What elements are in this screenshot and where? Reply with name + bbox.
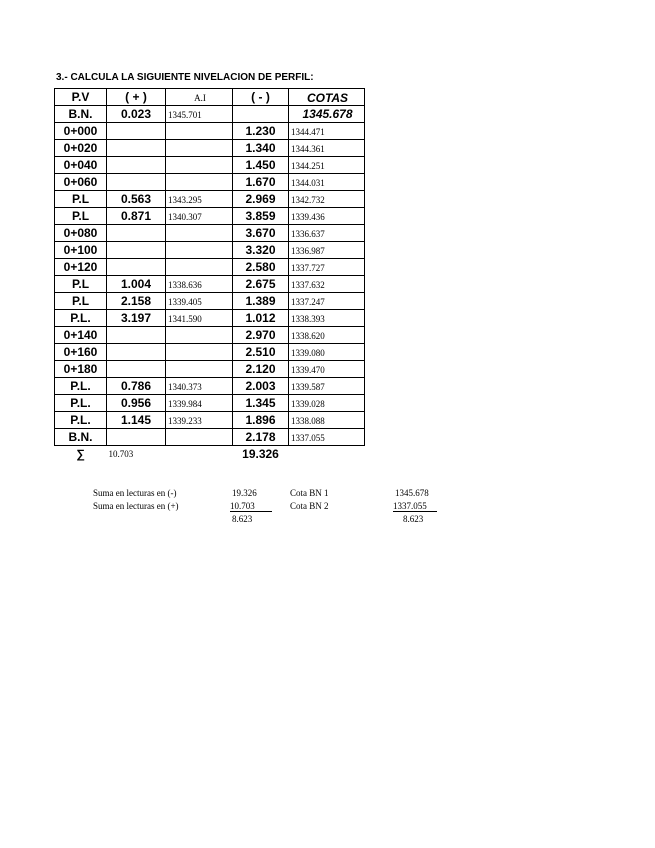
table-row bbox=[55, 327, 365, 344]
cell-plus bbox=[107, 361, 166, 378]
header-minus: ( - ) bbox=[233, 89, 289, 106]
sum-plus: 10.703 bbox=[108, 449, 134, 459]
sum-symbol: ∑ bbox=[76, 447, 85, 461]
cell-pv: P.L. bbox=[55, 378, 107, 395]
cell-cota: 1337.727 bbox=[289, 259, 365, 276]
cell-pv: P.L. bbox=[55, 395, 107, 412]
calc-plus-label: Suma en lecturas en (+) bbox=[93, 501, 179, 511]
cell-minus: 2.178 bbox=[233, 429, 289, 446]
calc-diff-bn: 8.623 bbox=[403, 514, 424, 524]
cell-ai: 1345.701 bbox=[166, 106, 233, 123]
cell-minus: 1.345 bbox=[233, 395, 289, 412]
table-row bbox=[55, 140, 365, 157]
calc-bn2-label: Cota BN 2 bbox=[290, 501, 329, 511]
cell-plus: 0.563 bbox=[107, 191, 166, 208]
sum-cota-empty bbox=[289, 446, 365, 463]
cell-minus: 1.670 bbox=[233, 174, 289, 191]
cell-pv: 0+060 bbox=[55, 174, 107, 191]
cell-ai bbox=[166, 361, 233, 378]
calc-bn2-value: 1337.055 bbox=[393, 501, 437, 512]
cell-minus: 3.320 bbox=[233, 242, 289, 259]
table-row bbox=[55, 157, 365, 174]
table-row bbox=[55, 395, 365, 412]
cell-plus bbox=[107, 327, 166, 344]
header-pv: P.V bbox=[55, 89, 107, 106]
cell-plus: 0.871 bbox=[107, 208, 166, 225]
table-row bbox=[55, 191, 365, 208]
cell-ai: 1339.984 bbox=[166, 395, 233, 412]
cell-cota: 1339.470 bbox=[289, 361, 365, 378]
cell-ai: 1340.307 bbox=[166, 208, 233, 225]
cell-pv: P.L. bbox=[55, 310, 107, 327]
table-row bbox=[55, 293, 365, 310]
sum-ai-empty bbox=[166, 446, 233, 463]
cell-ai: 1340.373 bbox=[166, 378, 233, 395]
calc-minus-value: 19.326 bbox=[232, 488, 257, 498]
cell-ai bbox=[166, 157, 233, 174]
header-cotas: COTAS bbox=[289, 89, 365, 106]
table-header-row bbox=[55, 89, 365, 106]
cell-pv: P.L bbox=[55, 191, 107, 208]
cell-plus bbox=[107, 259, 166, 276]
cell-plus: 0.786 bbox=[107, 378, 166, 395]
leveling-table bbox=[54, 88, 365, 462]
cell-ai: 1341.590 bbox=[166, 310, 233, 327]
cell-ai: 1338.636 bbox=[166, 276, 233, 293]
sum-minus: 19.326 bbox=[242, 447, 279, 461]
calc-minus-label: Suma en lecturas en (-) bbox=[93, 488, 177, 498]
table-row bbox=[55, 106, 365, 123]
table-row bbox=[55, 174, 365, 191]
table-row bbox=[55, 242, 365, 259]
cell-minus: 1.896 bbox=[233, 412, 289, 429]
cell-cota: 1337.247 bbox=[289, 293, 365, 310]
cell-ai bbox=[166, 344, 233, 361]
cell-cota: 1342.732 bbox=[289, 191, 365, 208]
table-row bbox=[55, 276, 365, 293]
table-row bbox=[55, 225, 365, 242]
cell-ai bbox=[166, 259, 233, 276]
cell-plus bbox=[107, 429, 166, 446]
cell-minus: 3.670 bbox=[233, 225, 289, 242]
cell-plus: 1.145 bbox=[107, 412, 166, 429]
cell-plus bbox=[107, 174, 166, 191]
cell-minus: 2.120 bbox=[233, 361, 289, 378]
cell-cota: 1337.632 bbox=[289, 276, 365, 293]
cell-ai bbox=[166, 123, 233, 140]
cell-pv: 0+100 bbox=[55, 242, 107, 259]
cell-minus: 1.340 bbox=[233, 140, 289, 157]
sum-row bbox=[55, 446, 365, 463]
cell-cota: 1338.620 bbox=[289, 327, 365, 344]
calc-diff-sum: 8.623 bbox=[232, 514, 253, 524]
cell-pv: 0+080 bbox=[55, 225, 107, 242]
calc-bn1-label: Cota BN 1 bbox=[290, 488, 329, 498]
cell-cota: 1336.987 bbox=[289, 242, 365, 259]
cell-cota: 1344.031 bbox=[289, 174, 365, 191]
table-row bbox=[55, 361, 365, 378]
cell-cota: 1344.251 bbox=[289, 157, 365, 174]
cell-cota: 1339.587 bbox=[289, 378, 365, 395]
calc-plus-value: 10.703 bbox=[230, 501, 272, 512]
cell-pv: 0+020 bbox=[55, 140, 107, 157]
cell-cota: 1338.393 bbox=[289, 310, 365, 327]
cell-plus bbox=[107, 344, 166, 361]
header-plus: ( + ) bbox=[107, 89, 166, 106]
cell-pv: P.L bbox=[55, 293, 107, 310]
cell-plus: 2.158 bbox=[107, 293, 166, 310]
header-ai: A.I bbox=[166, 89, 233, 106]
cell-ai bbox=[166, 140, 233, 157]
cell-cota: 1339.080 bbox=[289, 344, 365, 361]
cell-minus: 2.510 bbox=[233, 344, 289, 361]
cell-minus: 2.003 bbox=[233, 378, 289, 395]
cell-minus: 2.970 bbox=[233, 327, 289, 344]
cell-ai bbox=[166, 225, 233, 242]
cell-plus bbox=[107, 157, 166, 174]
cell-minus: 2.675 bbox=[233, 276, 289, 293]
cell-plus: 0.023 bbox=[107, 106, 166, 123]
cell-plus: 3.197 bbox=[107, 310, 166, 327]
table-row bbox=[55, 429, 365, 446]
table-row bbox=[55, 208, 365, 225]
table-row bbox=[55, 123, 365, 140]
cell-minus: 1.012 bbox=[233, 310, 289, 327]
cell-pv: 0+000 bbox=[55, 123, 107, 140]
table-row bbox=[55, 310, 365, 327]
cell-pv: 0+160 bbox=[55, 344, 107, 361]
cell-ai bbox=[166, 429, 233, 446]
cell-cota: 1344.361 bbox=[289, 140, 365, 157]
cell-minus: 1.230 bbox=[233, 123, 289, 140]
cell-ai: 1339.405 bbox=[166, 293, 233, 310]
cell-ai bbox=[166, 242, 233, 259]
cell-pv: B.N. bbox=[55, 106, 107, 123]
cell-pv: P.L bbox=[55, 208, 107, 225]
cell-plus bbox=[107, 123, 166, 140]
cell-minus: 2.969 bbox=[233, 191, 289, 208]
cell-cota: 1344.471 bbox=[289, 123, 365, 140]
cell-minus bbox=[233, 106, 289, 123]
table-row bbox=[55, 344, 365, 361]
cell-pv: 0+180 bbox=[55, 361, 107, 378]
cell-pv: B.N. bbox=[55, 429, 107, 446]
cell-plus bbox=[107, 242, 166, 259]
cell-ai: 1343.295 bbox=[166, 191, 233, 208]
cell-pv: P.L bbox=[55, 276, 107, 293]
cell-ai bbox=[166, 327, 233, 344]
cell-cota: 1338.088 bbox=[289, 412, 365, 429]
cell-ai: 1339.233 bbox=[166, 412, 233, 429]
cell-minus: 3.859 bbox=[233, 208, 289, 225]
cell-plus bbox=[107, 225, 166, 242]
cell-pv: 0+120 bbox=[55, 259, 107, 276]
cell-plus: 1.004 bbox=[107, 276, 166, 293]
cell-cota: 1345.678 bbox=[289, 106, 365, 123]
cell-pv: 0+040 bbox=[55, 157, 107, 174]
cell-plus bbox=[107, 140, 166, 157]
cell-pv: 0+140 bbox=[55, 327, 107, 344]
cell-cota: 1339.028 bbox=[289, 395, 365, 412]
cell-ai bbox=[166, 174, 233, 191]
table-row bbox=[55, 259, 365, 276]
cell-minus: 1.389 bbox=[233, 293, 289, 310]
cell-pv: P.L. bbox=[55, 412, 107, 429]
cell-minus: 1.450 bbox=[233, 157, 289, 174]
cell-cota: 1337.055 bbox=[289, 429, 365, 446]
cell-minus: 2.580 bbox=[233, 259, 289, 276]
table-row bbox=[55, 412, 365, 429]
cell-cota: 1339.436 bbox=[289, 208, 365, 225]
table-row bbox=[55, 378, 365, 395]
page-title: 3.- CALCULA LA SIGUIENTE NIVELACION DE PERFIL: bbox=[56, 72, 314, 83]
cell-cota: 1336.637 bbox=[289, 225, 365, 242]
calc-bn1-value: 1345.678 bbox=[395, 488, 429, 498]
cell-plus: 0.956 bbox=[107, 395, 166, 412]
